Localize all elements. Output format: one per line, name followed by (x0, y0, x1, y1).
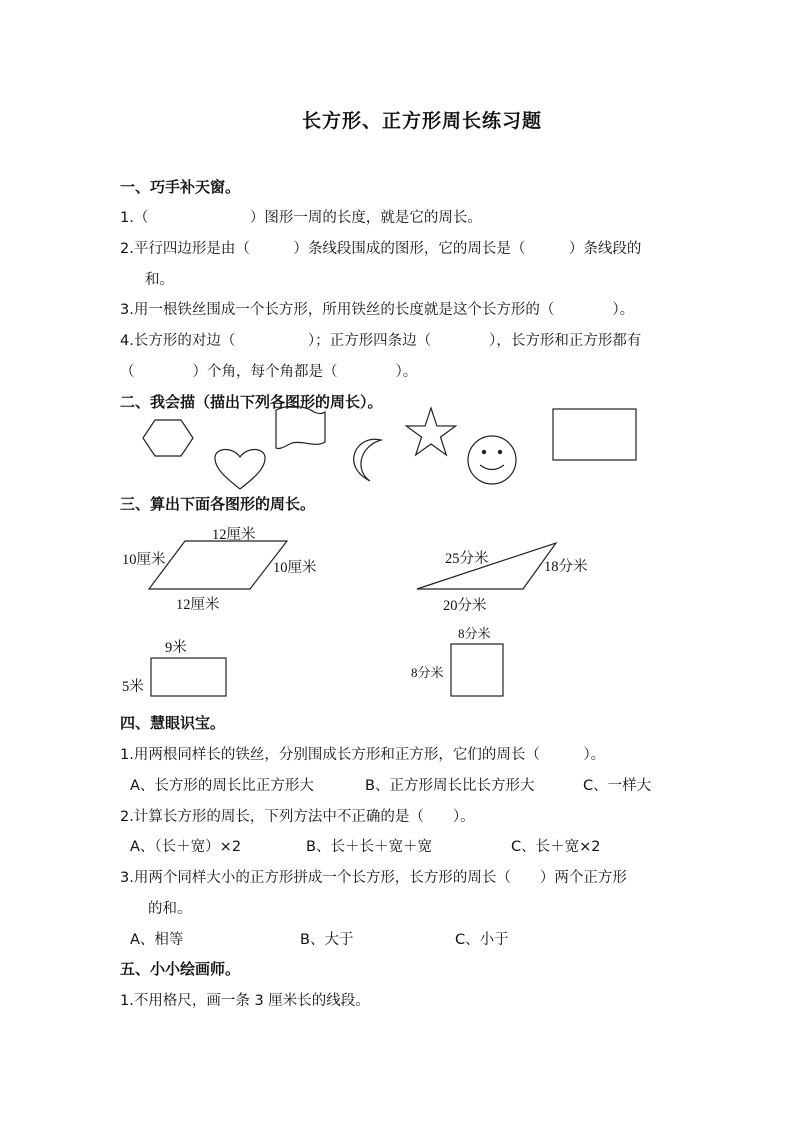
heart-icon (215, 449, 265, 489)
rectangle-icon (553, 409, 636, 460)
question-4-3-option-c: C、小于 (455, 932, 509, 948)
question-4-3-line1: 3.用两个同样大小的正方形拼成一个长方形，长方形的周长（ ）两个正方形 (120, 870, 627, 886)
parallelogram-top-label: 12厘米 (212, 527, 256, 543)
square-width-label: 8分米 (458, 626, 491, 641)
square-figure (451, 644, 503, 696)
section-3-heading: 三、算出下面各图形的周长。 (120, 495, 316, 513)
question-4-1-option-b: B、正方形周长比长方形大 (365, 778, 535, 794)
question-1-4-line1: 4.长方形的对边（ ）；正方形四条边（ ），长方形和正方形都有 (120, 333, 642, 349)
question-4-3-line2: 的和。 (148, 901, 192, 917)
question-4-3-option-b: B、大于 (300, 932, 354, 948)
rectangle-height-label: 5米 (122, 679, 144, 695)
parallelogram-left-label: 10厘米 (122, 552, 166, 568)
hexagon-icon (143, 420, 193, 456)
section-1-heading: 一、巧手补天窗。 (120, 178, 241, 196)
section-5-heading: 五、小小绘画师。 (120, 960, 241, 978)
question-4-1-option-a: A、长方形的周长比正方形大 (130, 778, 314, 794)
triangle-left-label: 25分米 (445, 551, 489, 567)
square-height-label: 8分米 (411, 665, 444, 680)
star-icon (406, 408, 455, 455)
flag-icon (276, 406, 325, 448)
question-4-3-option-a: A、相等 (130, 932, 184, 948)
section-2-heading: 二、我会描（描出下列各图形的周长）。 (120, 393, 383, 411)
smiley-icon (468, 436, 516, 484)
crescent-icon (354, 439, 381, 481)
parallelogram-figure (149, 541, 287, 589)
question-4-1: 1.用两根同样长的铁丝，分别围成长方形和正方形，它们的周长（ ）。 (120, 747, 606, 763)
rectangle-width-label: 9米 (165, 640, 187, 656)
parallelogram-right-label: 10厘米 (273, 560, 317, 576)
question-1-4-line2: （ ）个角，每个角都是（ ）。 (120, 364, 418, 380)
question-4-2-option-b: B、长＋长＋宽＋宽 (306, 839, 432, 855)
parallelogram-bottom-label: 12厘米 (176, 597, 220, 613)
question-1-1: 1.（ ）图形一周的长度，就是它的周长。 (120, 210, 482, 226)
question-4-2-option-a: A、（长＋宽）×2 (130, 839, 242, 855)
question-4-1-option-c: C、一样大 (583, 778, 652, 794)
section-4-heading: 四、慧眼识宝。 (120, 714, 226, 732)
rectangle-figure (151, 658, 226, 696)
page-title: 长方形、正方形周长练习题 (302, 110, 543, 132)
question-4-2-option-c: C、长＋宽×2 (511, 839, 601, 855)
question-1-3: 3.用一根铁丝围成一个长方形，所用铁丝的长度就是这个长方形的（ ）。 (120, 302, 635, 318)
question-1-2-line1: 2.平行四边形是由（ ）条线段围成的图形，它的周长是（ ）条线段的 (120, 241, 642, 257)
question-5-1: 1.不用格尺，画一条 3 厘米长的线段。 (120, 993, 370, 1009)
triangle-bottom-label: 20分米 (443, 598, 487, 614)
question-1-2-line2: 和。 (145, 272, 174, 288)
question-4-2: 2.计算长方形的周长，下列方法中不正确的是（ ）。 (120, 809, 475, 825)
triangle-right-label: 18分米 (544, 559, 588, 575)
